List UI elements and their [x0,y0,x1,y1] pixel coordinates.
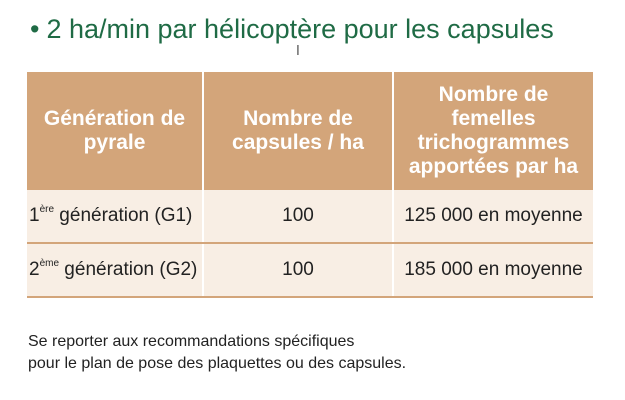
generation-number: 1 [29,205,40,226]
header-femelles: Nombre de femelles trichogrammes apportées par ha [393,72,593,190]
header-capsules: Nombre de capsules / ha [203,72,393,190]
cell-capsules: 100 [203,190,393,243]
cell-capsules: 100 [203,243,393,297]
title-text: 2 ha/min par hélicoptère pour les capsules [46,14,554,44]
page-title [30,14,554,45]
table-row [27,243,593,297]
header-generation: Génération de pyrale [27,72,203,190]
generation-label: génération (G2) [59,259,198,280]
generation-number: 2 [29,259,40,280]
footnote [28,331,406,375]
table-header-row [27,72,593,190]
generation-ordinal: ère [39,204,55,215]
text-cursor-icon: I [296,44,300,59]
generation-ordinal: ème [39,258,60,269]
cell-femelles: 125 000 en moyenne [393,190,593,243]
footnote-line-2: pour le plan de pose des plaquettes ou des capsules. [28,355,407,372]
cell-generation [27,243,203,297]
bullet-icon: • [30,14,40,44]
generation-label: génération (G1) [54,205,193,226]
cell-femelles: 185 000 en moyenne [393,243,593,297]
footnote-line-1: Se reporter aux recommandations spécifiques [28,333,355,350]
trichogramme-table [27,72,593,298]
table-row [27,190,593,243]
cell-generation [27,190,203,243]
